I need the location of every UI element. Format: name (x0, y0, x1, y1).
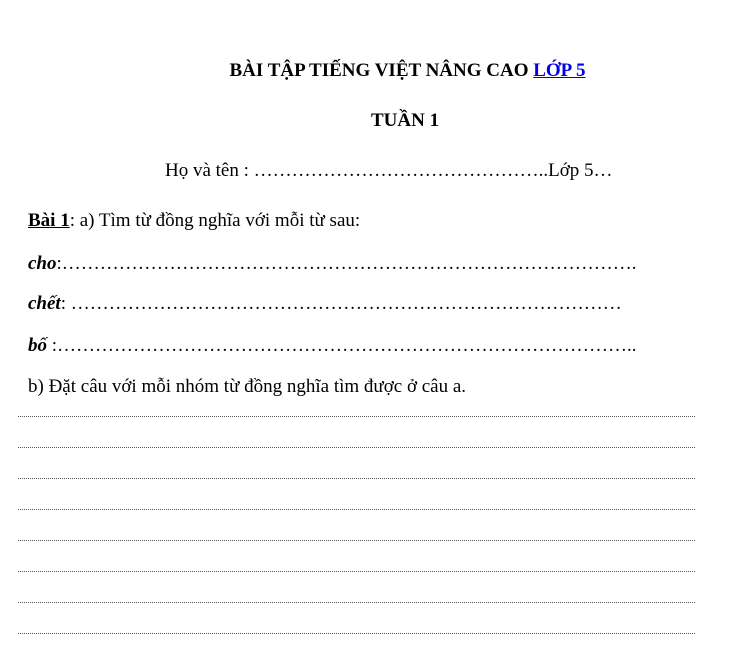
part-b-instruction: b) Đặt câu với mỗi nhóm từ đồng nghĩa tìm được ở câu a. (28, 376, 467, 397)
writing-line (18, 602, 695, 603)
title-text: BÀI TẬP TIẾNG VIỆT NÂNG CAO (229, 60, 534, 81)
word-label: chết (28, 293, 61, 314)
week-heading: TUẦN 1 (371, 110, 440, 131)
word-label: cho (28, 253, 57, 274)
word-label: bố (28, 335, 47, 356)
exercise-1-intro (28, 210, 360, 232)
answer-blank: :……………………………………………………………………………….. (47, 335, 637, 356)
writing-line (18, 416, 695, 417)
writing-line (18, 540, 695, 541)
word-item-cho (28, 253, 637, 275)
exercise-instruction: : a) Tìm từ đồng nghĩa với mỗi từ sau: (69, 210, 361, 231)
writing-line (18, 478, 695, 479)
exercise-label: Bài 1 (28, 210, 70, 231)
writing-line (18, 571, 695, 572)
word-item-chet (28, 293, 622, 315)
answer-blank: :………………………………………………………………………………. (56, 253, 637, 274)
writing-line (18, 509, 695, 510)
student-info-line: Họ và tên : ………………………………………..Lớp 5… (165, 160, 613, 181)
word-item-bo (28, 335, 637, 357)
grade-link[interactable]: LỚP 5 (533, 60, 586, 81)
worksheet-title (0, 60, 745, 82)
writing-line (18, 447, 695, 448)
answer-blank: : …………………………………………………………………………… (60, 293, 622, 314)
writing-line (18, 633, 695, 634)
